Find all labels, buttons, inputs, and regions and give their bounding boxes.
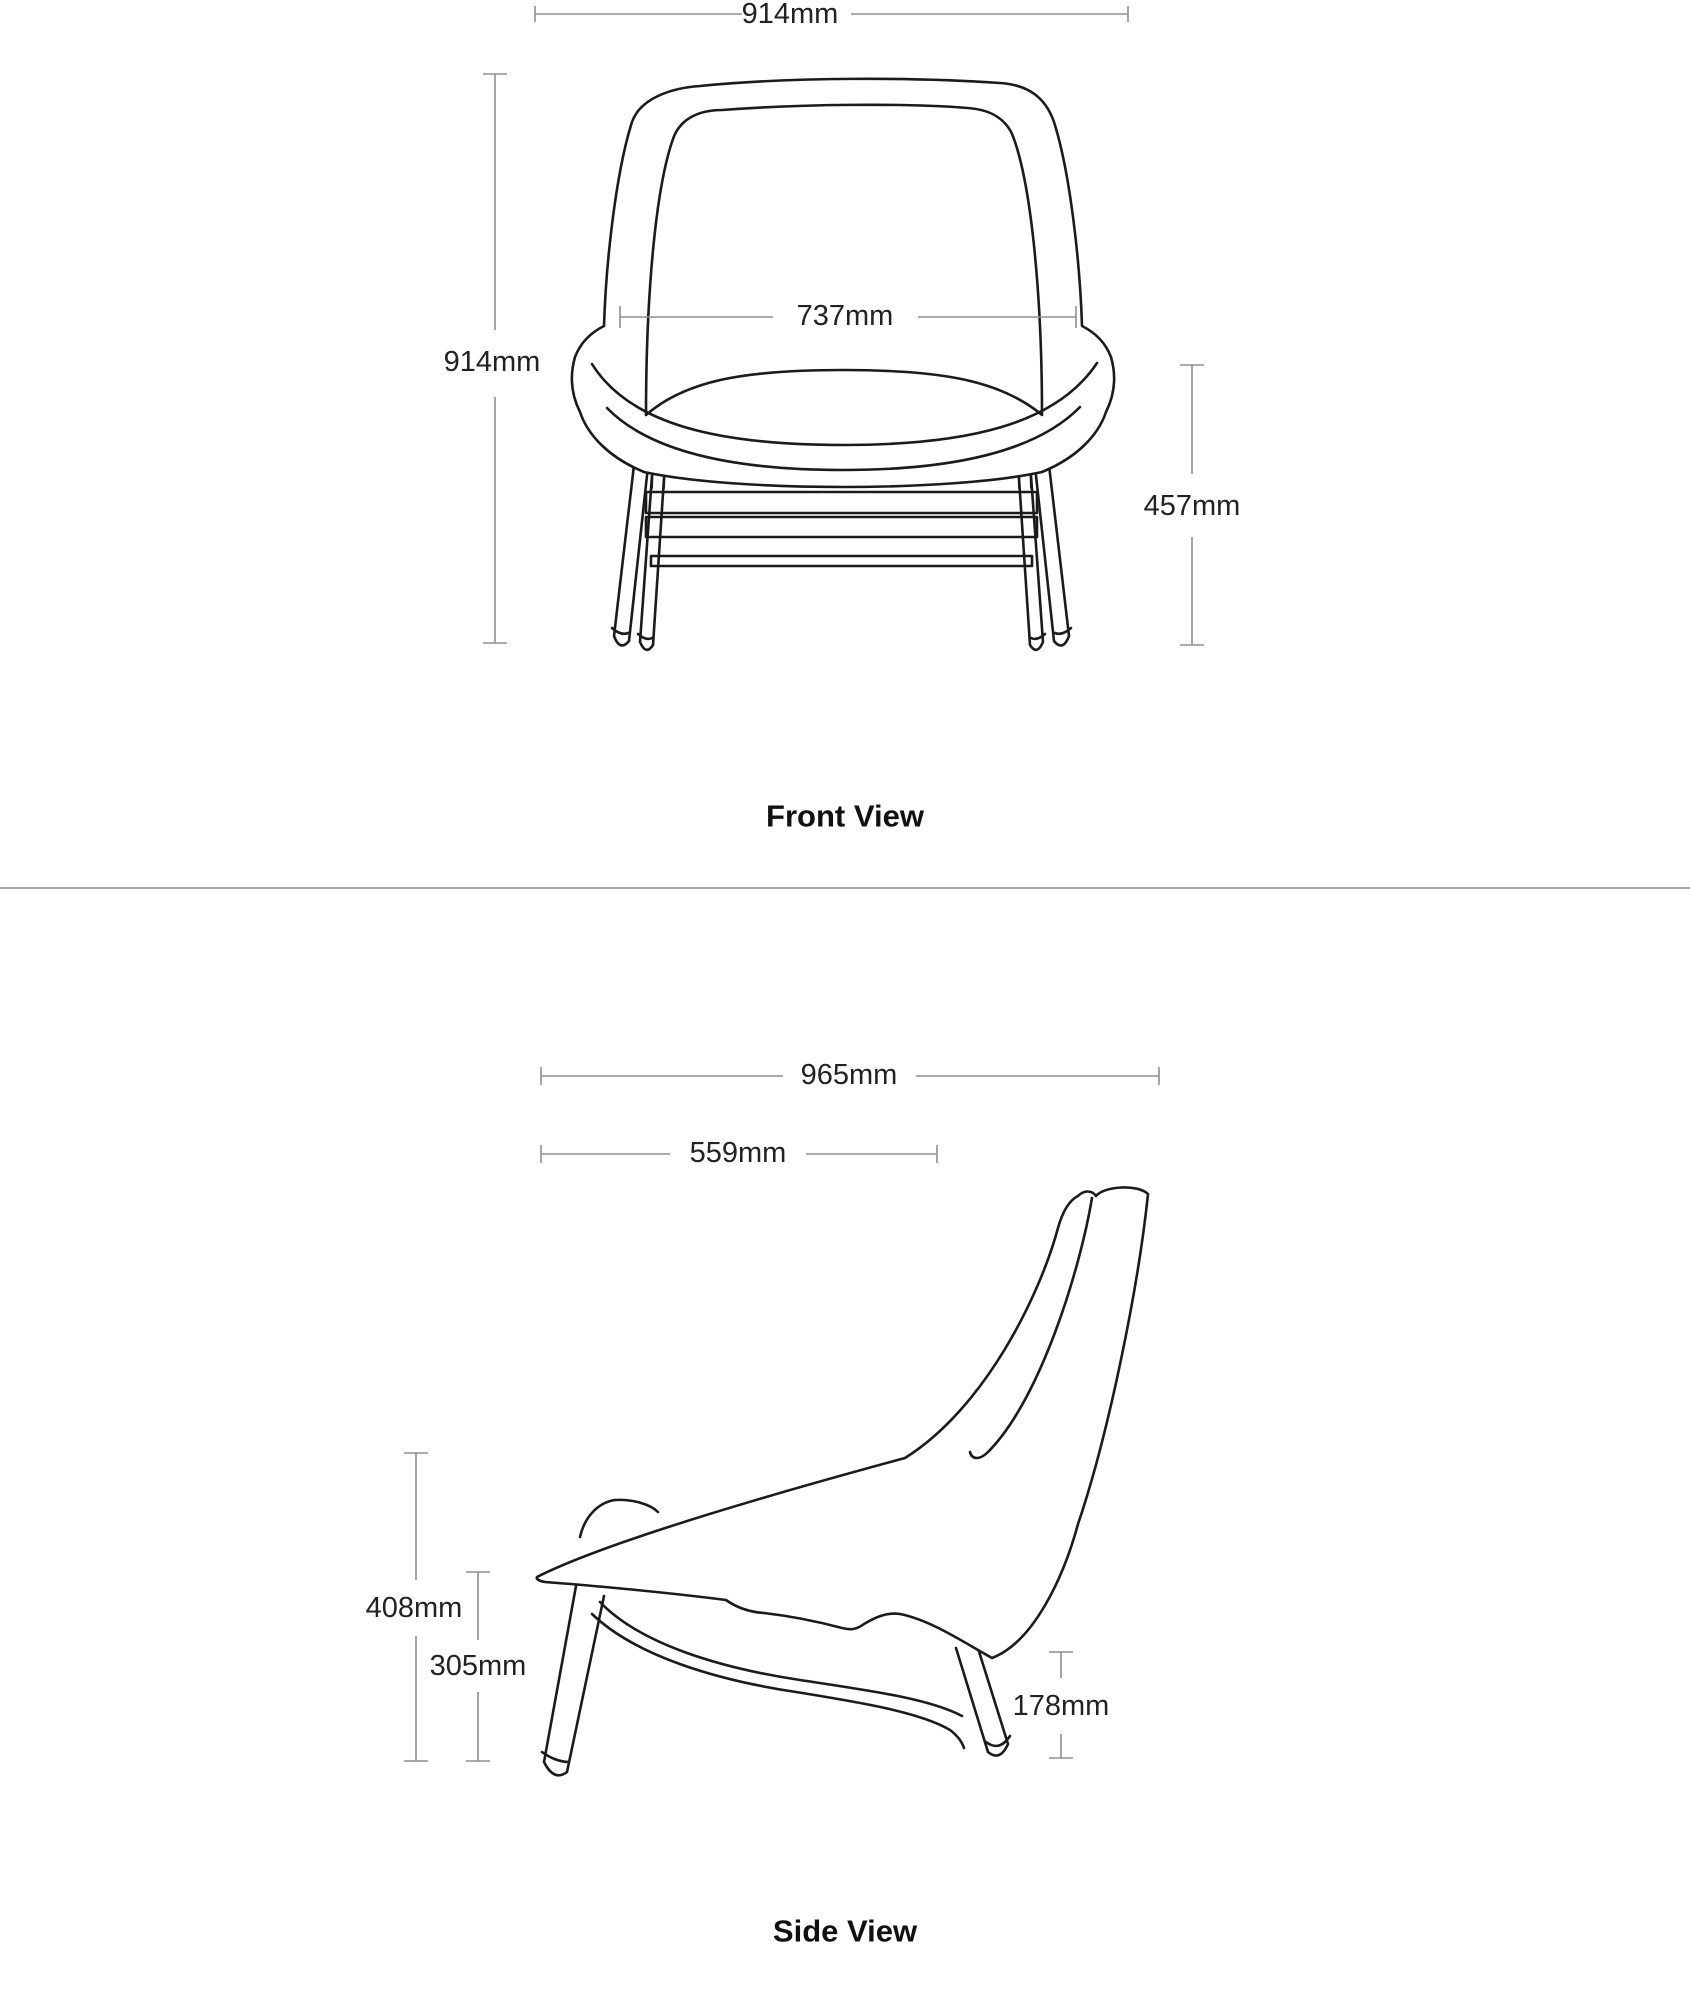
- front-dim-seat-height-label: 457mm: [1143, 490, 1241, 522]
- side-dim-frame-height-label: 305mm: [429, 1650, 527, 1682]
- side-view-armrest-bump: [580, 1500, 658, 1537]
- side-view-caption: Side View: [772, 1913, 918, 1949]
- front-left-outer-leg: [612, 448, 650, 645]
- front-rail-top: [646, 492, 1037, 513]
- front-dim-overall-height: [444, 74, 541, 643]
- side-view-drawing: [537, 1187, 1148, 1775]
- side-dim-seat-depth-label: 559mm: [689, 1137, 787, 1169]
- side-rear-leg: [956, 1642, 1010, 1756]
- front-rail-middle: [646, 517, 1037, 537]
- side-dim-overall-depth: [541, 1059, 1159, 1091]
- front-dim-overall-width-label: 914mm: [741, 0, 839, 30]
- side-dim-leg-clearance-label: 178mm: [1012, 1690, 1110, 1722]
- front-right-outer-leg: [1033, 448, 1071, 645]
- side-dim-seat-depth: [541, 1137, 937, 1169]
- side-rail-lower: [592, 1614, 964, 1748]
- side-front-leg: [542, 1586, 604, 1775]
- side-view-shell-outline: [537, 1187, 1148, 1658]
- side-dim-seat-height-label: 408mm: [365, 1592, 463, 1624]
- front-view-shell-outline: [572, 79, 1114, 487]
- side-dim-overall-depth-label: 965mm: [800, 1059, 898, 1091]
- front-dim-seat-height: [1144, 365, 1241, 645]
- side-dim-leg-clearance: [1013, 1652, 1110, 1758]
- front-rail-bottom: [651, 556, 1032, 566]
- front-dim-backrest-width-label: 737mm: [796, 300, 894, 332]
- front-dim-overall-width: [535, 0, 1128, 30]
- side-rail-upper: [600, 1602, 962, 1716]
- front-view-caption: Front View: [766, 798, 924, 834]
- side-dim-seat-height: [366, 1453, 463, 1761]
- front-dim-overall-height-label: 914mm: [443, 346, 541, 378]
- front-view-drawing: [572, 79, 1114, 650]
